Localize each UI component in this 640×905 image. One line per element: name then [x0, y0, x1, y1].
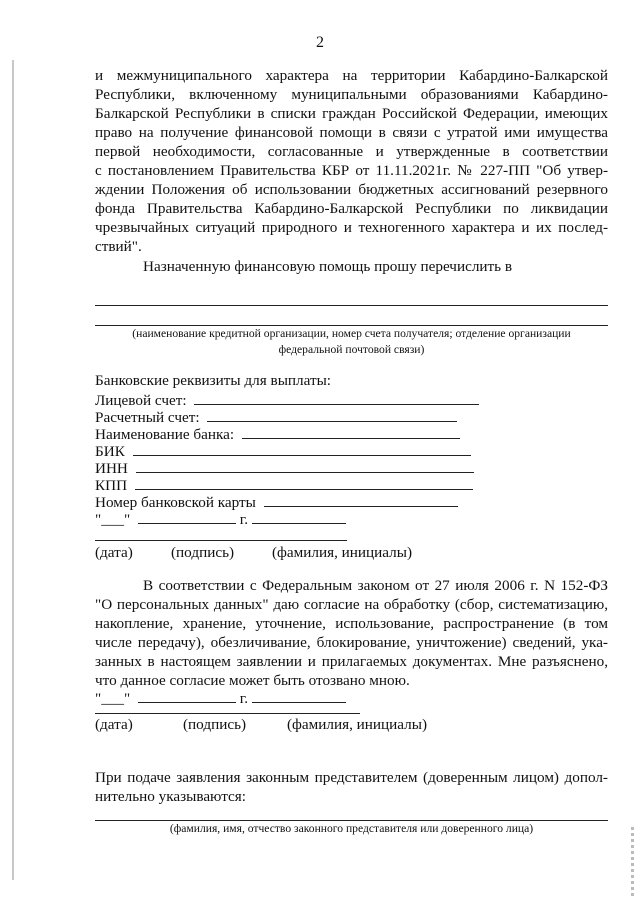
consent-line: числе передачу), обезличивание, блокирование, уничтожение) сведений, ука- — [95, 634, 608, 651]
date-row-2 — [95, 688, 346, 706]
bik-field[interactable] — [133, 441, 471, 456]
personal-account-row — [95, 390, 479, 408]
date-month-field[interactable] — [138, 509, 236, 524]
intro-line: Балкарской Республики в списки граждан Российской Федерации, имеющих — [95, 105, 608, 122]
scan-edge — [12, 60, 14, 880]
intro-line: с постановлением Правительства КБР от 11.11.2021г. № 227-ПП "Об утвер- — [95, 162, 608, 179]
intro-line: и межмуниципального характера на территории Кабардино-Балкарской — [95, 67, 608, 84]
representative-line: нительно указываются: — [95, 788, 246, 805]
date-year-suffix: г. — [239, 511, 249, 528]
field-label: Наименование банка: — [95, 426, 235, 443]
date-label: (дата) — [95, 544, 133, 561]
card-number-field[interactable] — [264, 492, 458, 507]
representative-line: При подаче заявления законным представителем (доверенным лицом) допол- — [95, 769, 608, 786]
signature-labels-2 — [95, 716, 495, 736]
scan-mark — [631, 827, 634, 897]
field-label: Номер банковской карты — [95, 494, 256, 511]
kpp-field[interactable] — [135, 475, 473, 490]
signature-labels-1 — [95, 544, 495, 564]
field-label: КПП — [95, 477, 128, 494]
kpp-row — [95, 475, 473, 493]
date-label: (дата) — [95, 716, 133, 733]
field-label: Расчетный счет: — [95, 409, 200, 426]
inn-row — [95, 458, 474, 476]
consent-line: В соответствии с Федеральным законом от 27 июля 2006 г. N 152-ФЗ — [143, 577, 608, 594]
intro-line: право на получение финансовой помощи в связи с утратой ими имущества — [95, 124, 608, 141]
personal-account-field[interactable] — [194, 390, 479, 405]
date-year-field[interactable] — [252, 509, 346, 524]
card-number-row — [95, 492, 458, 510]
intro-line: Республики, включенному муниципальными образованиями Кабардино- — [95, 86, 608, 103]
intro-line: фонда Правительства Кабардино-Балкарской Республики по ликвидации — [95, 200, 608, 217]
consent-line: что данное согласие может быть отозвано мною. — [95, 672, 410, 689]
bank-heading: Банковские реквизиты для выплаты: — [95, 372, 332, 389]
transfer-line-1[interactable] — [95, 305, 608, 306]
signature-line-2[interactable] — [95, 713, 360, 714]
intro-line: первой необходимости, согласованные и утвержденные в соответствии — [95, 143, 608, 160]
consent-line: "О персональных данных" даю согласие на обработку (сбор, систематизацию, — [95, 596, 608, 613]
date-day-prefix: "___" — [95, 511, 131, 528]
signature-line-1[interactable] — [95, 540, 347, 541]
name-label: (фамилия, инициалы) — [272, 544, 413, 561]
consent-line: накопление, хранение, уточнение, использование, распространение (в том — [95, 615, 608, 632]
transfer-caption — [95, 326, 608, 358]
consent-line: занных в настоящем заявлении и прилагаемых документах. Мне разъяснено, — [95, 653, 608, 670]
transfer-request: Назначенную финансовую помощь прошу перечислить в — [143, 258, 513, 275]
intro-line: чрезвычайных ситуаций природного и техногенного характера и их послед- — [95, 219, 608, 236]
date-year-suffix: г. — [239, 690, 249, 707]
field-label: БИК — [95, 443, 125, 460]
transfer-caption-line: (наименование кредитной организации, номер счета получателя; отделение организации — [132, 327, 571, 340]
representative-paragraph — [95, 768, 608, 806]
consent-paragraph — [95, 576, 608, 690]
page-number: 2 — [316, 34, 324, 51]
date-day-prefix: "___" — [95, 690, 131, 707]
intro-line: ствий". — [95, 238, 142, 255]
field-label: Лицевой счет: — [95, 392, 187, 409]
signature-label: (подпись) — [183, 716, 247, 733]
field-label: ИНН — [95, 460, 128, 477]
inn-field[interactable] — [136, 458, 474, 473]
settlement-account-row — [95, 407, 457, 425]
signature-label: (подпись) — [171, 544, 235, 561]
intro-paragraph — [95, 66, 608, 256]
intro-line: ждении Положения об использовании бюджетных ассигнований резервного — [95, 181, 608, 198]
bank-name-field[interactable] — [242, 424, 460, 439]
transfer-caption-line: федеральной почтовой связи) — [278, 343, 425, 356]
bik-row — [95, 441, 471, 459]
bank-name-row — [95, 424, 460, 442]
representative-caption: (фамилия, имя, отчество законного представителя или доверенного лица) — [169, 822, 534, 835]
date-month-field[interactable] — [138, 688, 236, 703]
settlement-account-field[interactable] — [207, 407, 457, 422]
date-year-field[interactable] — [252, 688, 346, 703]
date-row-1 — [95, 509, 346, 527]
name-label: (фамилия, инициалы) — [287, 716, 428, 733]
